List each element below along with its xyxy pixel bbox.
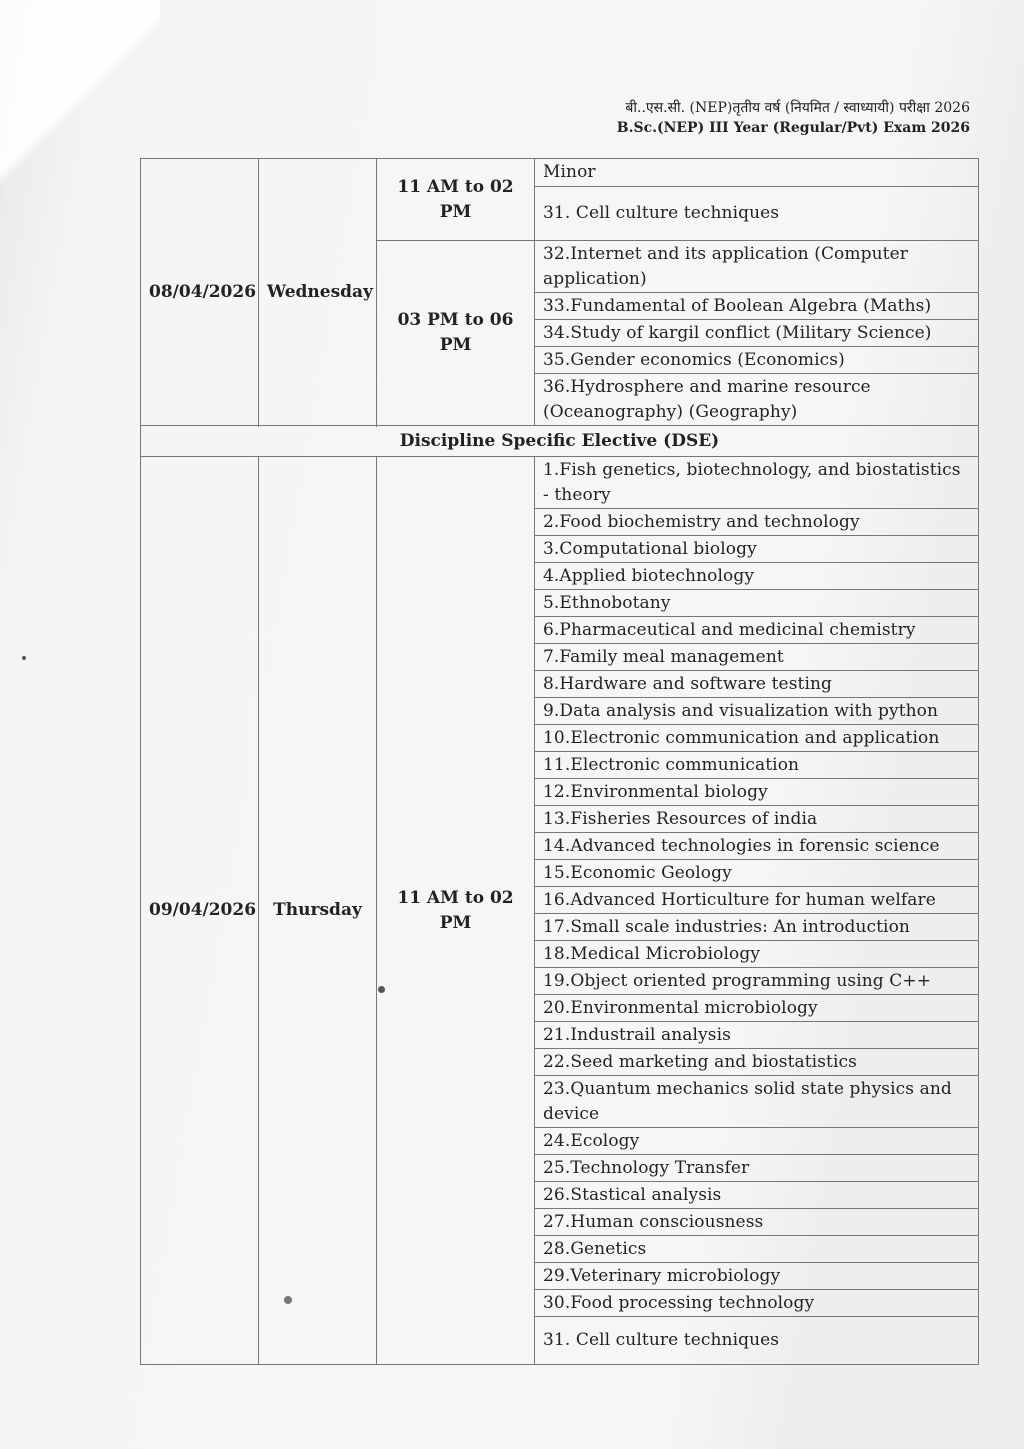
paper-name: 13.Fisheries Resources of india: [535, 806, 979, 833]
paper-name: 18.Medical Microbiology: [535, 941, 979, 968]
paper-name: 11.Electronic communication: [535, 752, 979, 779]
paper-name: 26.Stastical analysis: [535, 1182, 979, 1209]
paper-name: 27.Human consciousness: [535, 1209, 979, 1236]
paper-name: 7.Family meal management: [535, 644, 979, 671]
paper-name: 23.Quantum mechanics solid state physics and device: [535, 1076, 979, 1128]
group-label: Minor: [535, 159, 979, 187]
exam-time: 11 AM to 02 PM: [377, 457, 535, 1365]
paper-name: 12.Environmental biology: [535, 779, 979, 806]
paper-name: 14.Advanced technologies in forensic science: [535, 833, 979, 860]
document-header: [617, 98, 970, 138]
exam-time: 03 PM to 06 PM: [377, 241, 535, 426]
paper-name: 33.Fundamental of Boolean Algebra (Maths): [535, 293, 979, 320]
paper-name: 36.Hydrosphere and marine resource (Oceanography) (Geography): [535, 374, 979, 426]
paper-name: 24.Ecology: [535, 1128, 979, 1155]
paper-name: 10.Electronic communication and application: [535, 725, 979, 752]
exam-day: Thursday: [259, 457, 377, 1365]
scan-speck: [22, 656, 26, 660]
paper-name: 34.Study of kargil conflict (Military Science): [535, 320, 979, 347]
paper-name: 2.Food biochemistry and technology: [535, 509, 979, 536]
exam-date: 08/04/2026: [141, 159, 259, 426]
paper-name: 1.Fish genetics, biotechnology, and biostatistics - theory: [535, 457, 979, 509]
exam-time: 11 AM to 02 PM: [377, 159, 535, 241]
paper-name: 21.Industrail analysis: [535, 1022, 979, 1049]
paper-name: 8.Hardware and software testing: [535, 671, 979, 698]
header-hindi: बी..एस.सी. (NEP)तृतीय वर्ष (नियमित / स्वाध्यायी) परीक्षा 2026: [625, 100, 970, 116]
exam-day: Wednesday: [259, 159, 377, 426]
paper-name: 5.Ethnobotany: [535, 590, 979, 617]
paper-name: 17.Small scale industries: An introduction: [535, 914, 979, 941]
paper-name: 28.Genetics: [535, 1236, 979, 1263]
paper-name: 16.Advanced Horticulture for human welfare: [535, 887, 979, 914]
paper-name: 20.Environmental microbiology: [535, 995, 979, 1022]
header-english: B.Sc.(NEP) III Year (Regular/Pvt) Exam 2026: [616, 120, 970, 136]
paper-name: 31. Cell culture techniques: [535, 1317, 979, 1365]
paper-name: 31. Cell culture techniques: [535, 187, 979, 241]
paper-name: 22.Seed marketing and biostatistics: [535, 1049, 979, 1076]
section-title: Discipline Specific Elective (DSE): [141, 426, 979, 457]
paper-name: 6.Pharmaceutical and medicinal chemistry: [535, 617, 979, 644]
paper-name: 9.Data analysis and visualization with python: [535, 698, 979, 725]
exam-schedule-table: [140, 158, 979, 1365]
paper-name: 25.Technology Transfer: [535, 1155, 979, 1182]
table-row: [141, 426, 979, 457]
paper-name: 4.Applied biotechnology: [535, 563, 979, 590]
exam-date: 09/04/2026: [141, 457, 259, 1365]
table-row: [141, 457, 979, 509]
paper-name: 30.Food processing technology: [535, 1290, 979, 1317]
paper-name: 3.Computational biology: [535, 536, 979, 563]
paper-name: 15.Economic Geology: [535, 860, 979, 887]
paper-name: 19.Object oriented programming using C++: [535, 968, 979, 995]
paper-name: 29.Veterinary microbiology: [535, 1263, 979, 1290]
folded-corner: [0, 0, 160, 200]
paper-name: 32.Internet and its application (Computer application): [535, 241, 979, 293]
scan-speck: [284, 1296, 292, 1304]
paper-name: 35.Gender economics (Economics): [535, 347, 979, 374]
table-row: [141, 159, 979, 187]
scan-speck: [378, 986, 385, 993]
